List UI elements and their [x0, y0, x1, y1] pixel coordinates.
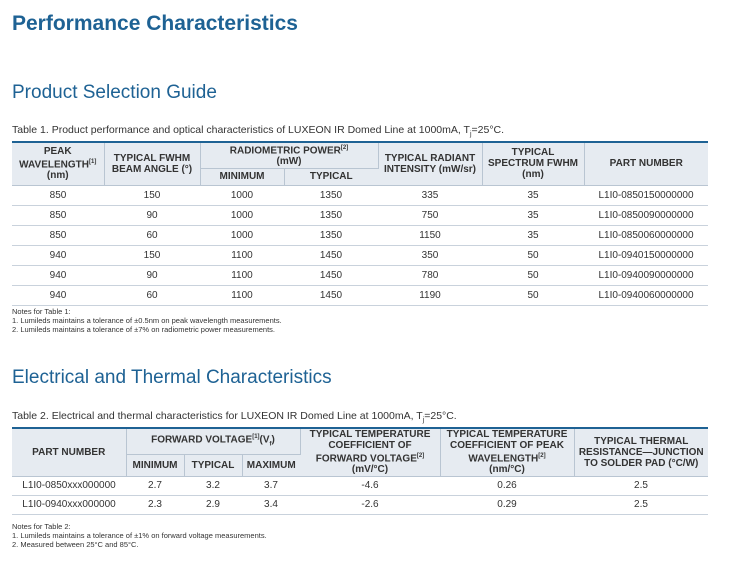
cell: 90 — [104, 205, 200, 225]
table1-caption: Table 1. Product performance and optical characteristics of LUXEON IR Domed Line at 1000mA, $T_j=25^\circ C$. — [12, 124, 505, 139]
cell: 35 — [482, 185, 584, 205]
cell: 2.5 — [574, 495, 708, 514]
cell: 1000 — [200, 185, 284, 205]
note-item: 2. Measured between 25°C and 85°C. — [12, 540, 139, 549]
cell: 2.3 — [126, 495, 184, 514]
cell: 50 — [482, 265, 584, 285]
cell: 3.4 — [242, 495, 300, 514]
table-row — [12, 495, 708, 514]
header-radio-typical: TYPICAL — [284, 168, 378, 185]
cell: 1350 — [284, 225, 378, 245]
cell: L1I0-0850060000000 — [584, 225, 708, 245]
cell: 335 — [378, 185, 482, 205]
table2-caption: Table 2. Electrical and thermal characteristics for LUXEON IR Domed Line at 1000mA, $T_j=25^\circ C$. — [12, 410, 457, 425]
cell: 35 — [482, 225, 584, 245]
table-row — [12, 285, 708, 305]
header-fv-typical: TYPICAL — [184, 454, 242, 476]
cell: 1100 — [200, 285, 284, 305]
table-row — [12, 245, 708, 265]
cell: 940 — [12, 285, 104, 305]
cell: L1I0-0850xxx000000 — [12, 476, 126, 495]
header-tc-forward-voltage: TYPICAL TEMPERATURE COEFFICIENT OF FORWARD VOLTAGE[2] (mV/°C) — [300, 428, 440, 476]
cell: -2.6 — [300, 495, 440, 514]
cell: 0.26 — [440, 476, 574, 495]
table2-notes — [12, 522, 267, 549]
cell: 1100 — [200, 245, 284, 265]
cell: 1450 — [284, 265, 378, 285]
header-spectrum-fwhm: TYPICAL SPECTRUM FWHM (nm) — [482, 142, 584, 185]
header-tc-peak-wavelength: TYPICAL TEMPERATURE COEFFICIENT OF PEAK WAVELENGTH[2] (nm/°C) — [440, 428, 574, 476]
cell: 1450 — [284, 245, 378, 265]
note-item: 1. Lumileds maintains a tolerance of ±0.5nm on peak wavelength measurements. — [12, 316, 282, 325]
cell: 750 — [378, 205, 482, 225]
header-radiant-intensity: TYPICAL RADIANT INTENSITY (mW/sr) — [378, 142, 482, 185]
cell: 1150 — [378, 225, 482, 245]
cell: 90 — [104, 265, 200, 285]
cell: 850 — [12, 185, 104, 205]
cell: L1I0-0940090000000 — [584, 265, 708, 285]
table-row — [12, 185, 708, 205]
header-radio-minimum: MINIMUM — [200, 168, 284, 185]
table-row — [12, 205, 708, 225]
cell: 60 — [104, 225, 200, 245]
header-fwhm-beam-angle: TYPICAL FWHM BEAM ANGLE (°) — [104, 142, 200, 185]
cell: 35 — [482, 205, 584, 225]
section-heading-product-selection: Product Selection Guide — [12, 82, 217, 103]
cell: L1I0-0850090000000 — [584, 205, 708, 225]
cell: 2.5 — [574, 476, 708, 495]
header-fv-minimum: MINIMUM — [126, 454, 184, 476]
cell: 850 — [12, 225, 104, 245]
cell: 940 — [12, 245, 104, 265]
cell: 50 — [482, 285, 584, 305]
cell: 1450 — [284, 285, 378, 305]
cell: 850 — [12, 205, 104, 225]
notes-title: Notes for Table 2: — [12, 522, 71, 531]
header-part-number: PART NUMBER — [584, 142, 708, 185]
cell: L1I0-0940060000000 — [584, 285, 708, 305]
cell: L1I0-0850150000000 — [584, 185, 708, 205]
cell: 1350 — [284, 185, 378, 205]
header-part-number: PART NUMBER — [12, 428, 126, 476]
table-row — [12, 225, 708, 245]
cell: 150 — [104, 185, 200, 205]
cell: 3.7 — [242, 476, 300, 495]
cell: 1350 — [284, 205, 378, 225]
table-row — [12, 265, 708, 285]
header-peak-wavelength: PEAK WAVELENGTH[1] (nm) — [12, 142, 104, 185]
product-selection-table — [12, 141, 708, 306]
header-thermal-resistance: TYPICAL THERMAL RESISTANCE—JUNCTION TO SOLDER PAD (°C/W) — [574, 428, 708, 476]
cell: -4.6 — [300, 476, 440, 495]
cell: 350 — [378, 245, 482, 265]
cell: 940 — [12, 265, 104, 285]
cell: 2.9 — [184, 495, 242, 514]
table-row — [12, 476, 708, 495]
notes-title: Notes for Table 1: — [12, 307, 71, 316]
table1-notes — [12, 307, 282, 334]
note-item: 1. Lumileds maintains a tolerance of ±1% on forward voltage measurements. — [12, 531, 267, 540]
cell: 1100 — [200, 265, 284, 285]
header-fv-maximum: MAXIMUM — [242, 454, 300, 476]
electrical-thermal-table — [12, 427, 708, 515]
cell: 60 — [104, 285, 200, 305]
header-radiometric-power: RADIOMETRIC POWER[2] (mW) — [200, 142, 378, 168]
cell: 50 — [482, 245, 584, 265]
cell: 3.2 — [184, 476, 242, 495]
cell: 1000 — [200, 225, 284, 245]
cell: L1I0-0940150000000 — [584, 245, 708, 265]
note-item: 2. Lumileds maintains a tolerance of ±7% on radiometric power measurements. — [12, 325, 275, 334]
cell: 780 — [378, 265, 482, 285]
header-forward-voltage: FORWARD $VOLTAGE[1](V_f)$ — [126, 428, 300, 454]
cell: 1190 — [378, 285, 482, 305]
cell: 2.7 — [126, 476, 184, 495]
cell: 1000 — [200, 205, 284, 225]
section-heading-electrical-thermal: Electrical and Thermal Characteristics — [12, 367, 332, 388]
page-title: Performance Characteristics — [12, 12, 298, 35]
cell: 150 — [104, 245, 200, 265]
cell: L1I0-0940xxx000000 — [12, 495, 126, 514]
cell: 0.29 — [440, 495, 574, 514]
